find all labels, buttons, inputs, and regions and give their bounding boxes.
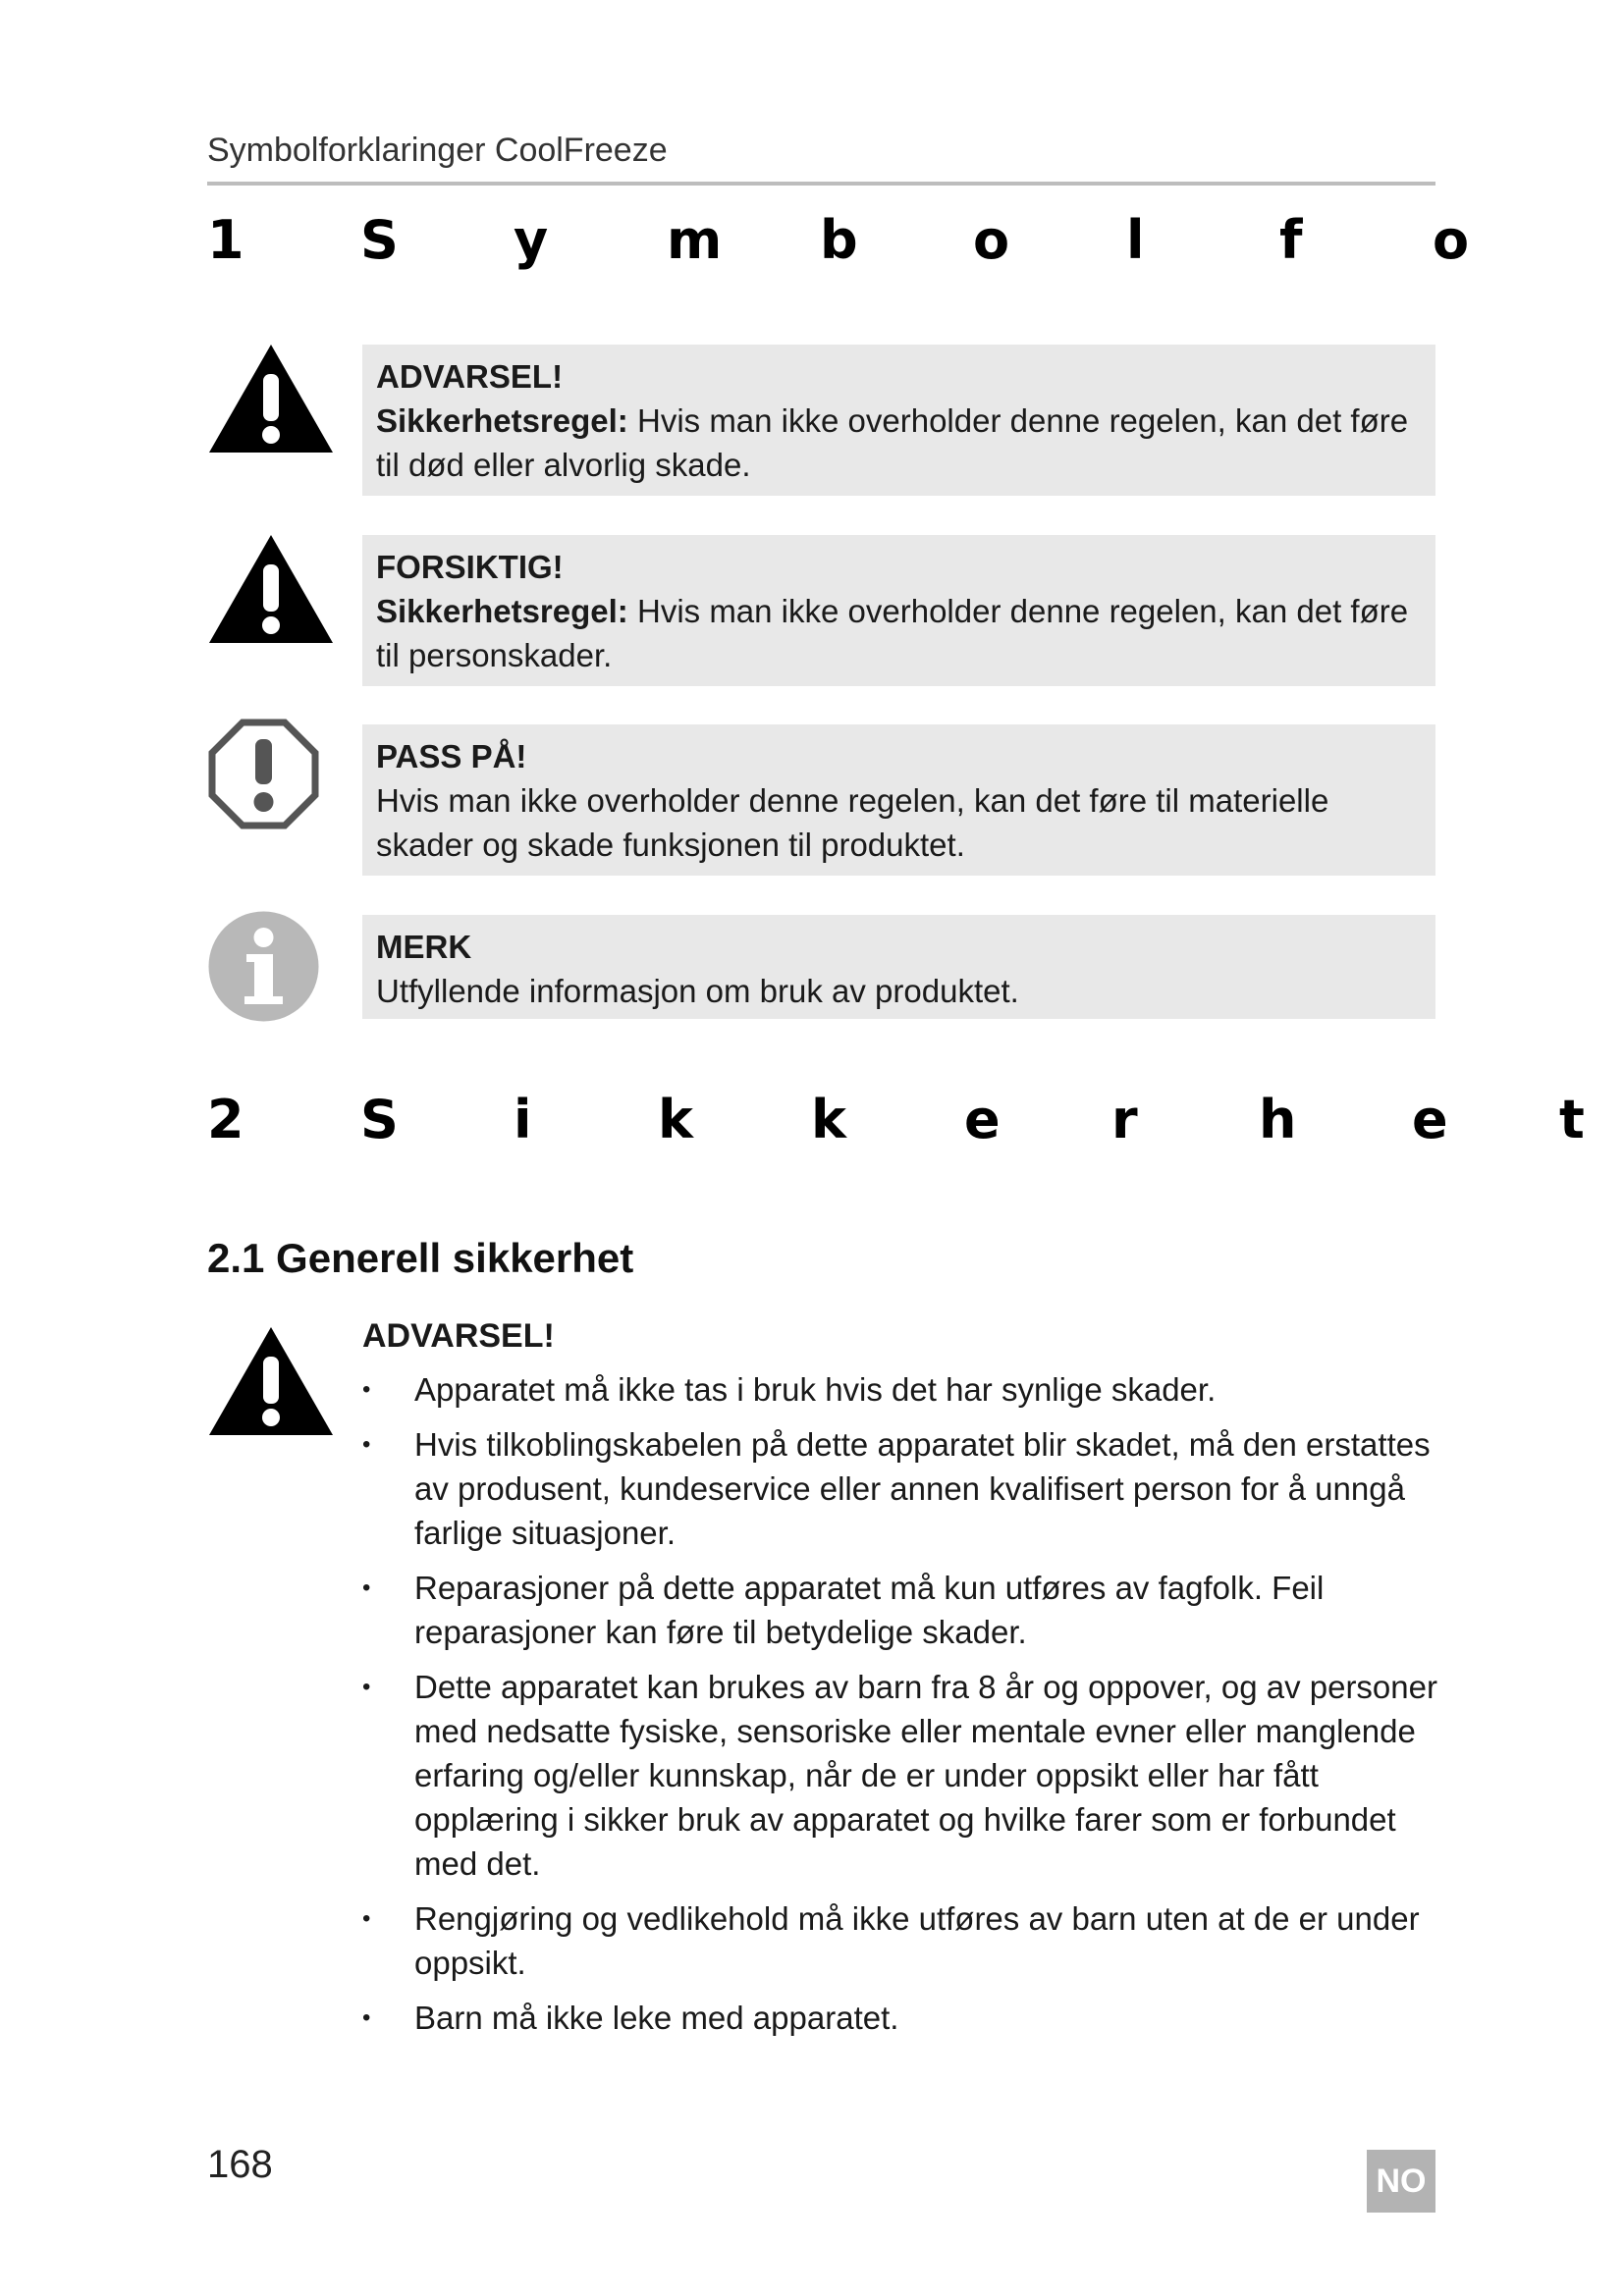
- bullet: •: [362, 1905, 371, 1932]
- info-icon: [207, 910, 320, 1023]
- page-number: 168: [207, 2143, 273, 2186]
- bullet: •: [362, 1674, 371, 1700]
- rule-label: Sikkerhetsregel:: [376, 402, 628, 439]
- list-item: [362, 1996, 1442, 2040]
- chapter-letter: f: [1279, 209, 1303, 271]
- list-item: [362, 1422, 1442, 1555]
- warning-triangle-icon: [207, 343, 335, 455]
- chapter-letter: l: [1126, 209, 1145, 271]
- notice-label: MERK: [376, 929, 472, 965]
- rule-label: Sikkerhetsregel:: [376, 593, 628, 629]
- chapter-letter: t: [1559, 1089, 1585, 1150]
- list-item-text: Reparasjoner på dette apparatet må kun utføres av fagfolk. Feil reparasjoner kan føre til betydelige skader.: [414, 1570, 1325, 1650]
- notice-text: Utfyllende informasjon om bruk av produktet.: [376, 973, 1019, 1009]
- chapter-letter: e: [964, 1089, 1001, 1150]
- chapter-letter: S: [360, 209, 399, 271]
- bullet: •: [362, 1431, 371, 1458]
- list-item: [362, 1367, 1442, 1412]
- chapter-letter: S: [360, 1089, 399, 1150]
- chapter-number: 1: [207, 209, 244, 271]
- list-item: [362, 1896, 1442, 1985]
- chapter-letter: i: [514, 1089, 532, 1150]
- safety-bullet-list: [362, 1367, 1442, 2051]
- chapter-letter: o: [1433, 209, 1470, 271]
- notice-label: ADVARSEL!: [376, 358, 564, 395]
- chapter-letter: e: [1412, 1089, 1448, 1150]
- chapter-1-heading: [207, 209, 1624, 271]
- notice-label: PASS PÅ!: [376, 738, 527, 774]
- notice-label: FORSIKTIG!: [376, 549, 564, 585]
- attention-octagon-icon: [207, 718, 320, 830]
- list-item: [362, 1566, 1442, 1654]
- warning-triangle-icon: [207, 1325, 335, 1438]
- list-item-text: Rengjøring og vedlikehold må ikke utføres av barn uten at de er under oppsikt.: [414, 1900, 1420, 1981]
- notice-text: Hvis man ikke overholder denne regelen, kan det føre til materielle skader og skade funksjonen til produktet.: [376, 782, 1329, 863]
- section-title: 2.1 Generell sikkerhet: [207, 1235, 634, 1281]
- chapter-letter: b: [820, 209, 858, 271]
- chapter-2-heading: [207, 1089, 1624, 1150]
- list-item-text: Dette apparatet kan brukes av barn fra 8 år og oppover, og av personer med nedsatte fysiske, sensoriske eller mentale evner eller manglende erfaring og/eller kunnskap, når de er under oppsikt eller har fått opplæring i sikker bruk av apparatet og hvilke farer som er forbundet med det.: [414, 1669, 1437, 1882]
- chapter-letter: m: [667, 209, 723, 271]
- running-header: Symbolforklaringer CoolFreeze: [207, 132, 668, 169]
- header-divider: [207, 182, 1435, 186]
- list-item: [362, 1665, 1442, 1886]
- bullet: •: [362, 1376, 371, 1403]
- notice-text: Hvis man ikke overholder denne regelen, kan det føre til personskader.: [376, 593, 1409, 673]
- chapter-letter: k: [811, 1089, 846, 1150]
- notice-pass-pa: [362, 724, 1435, 876]
- chapter-letter: h: [1259, 1089, 1297, 1150]
- notice-body: [376, 402, 1408, 483]
- notice-forsiktig: [362, 535, 1435, 686]
- notice-text: Hvis man ikke overholder denne regelen, kan det føre til død eller alvorlig skade.: [376, 402, 1409, 483]
- notice-advarsel: [362, 345, 1435, 496]
- caution-triangle-icon: [207, 533, 335, 646]
- notice-body: [376, 593, 1408, 673]
- bullet: •: [362, 2004, 371, 2031]
- warning-label: ADVARSEL!: [362, 1317, 555, 1355]
- notice-merk: [362, 915, 1435, 1019]
- list-item-text: Apparatet må ikke tas i bruk hvis det har synlige skader.: [414, 1371, 1217, 1408]
- chapter-letter: k: [658, 1089, 693, 1150]
- list-item-text: Barn må ikke leke med apparatet.: [414, 2000, 899, 2036]
- bullet: •: [362, 1575, 371, 1601]
- chapter-number: 2: [207, 1089, 244, 1150]
- chapter-letter: o: [973, 209, 1010, 271]
- chapter-letter: r: [1111, 1089, 1138, 1150]
- list-item-text: Hvis tilkoblingskabelen på dette apparatet blir skadet, må den erstattes av produsent, kundeservice eller annen kvalifisert person for å unngå farlige situasjoner.: [414, 1426, 1431, 1551]
- chapter-letter: y: [514, 209, 549, 271]
- language-badge: NO: [1367, 2150, 1435, 2213]
